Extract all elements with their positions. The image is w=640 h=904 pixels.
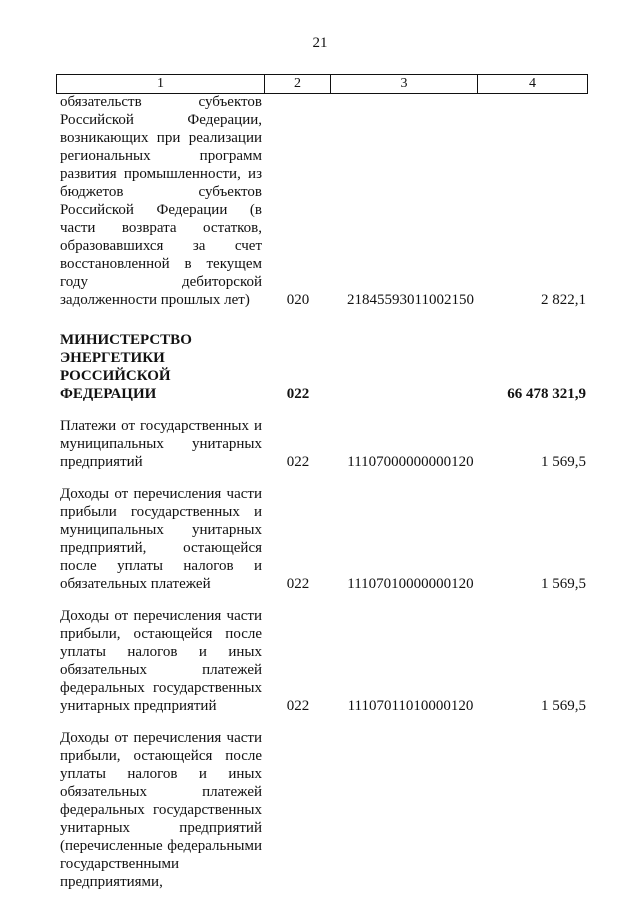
row-kbk: 11107000000000120 [347, 454, 474, 470]
row-kbk: 11107010000000120 [347, 576, 474, 592]
row-sum: 2 822,1 [541, 292, 586, 308]
table-row [60, 485, 586, 593]
row-name: Доходы от перечисления части прибыли, остающейся после уплаты налогов и иных обязательных платежей федеральных государственных унитарных предприятий (перечисленные федеральными государственными предприятиями, [60, 730, 262, 890]
row-code: 022 [286, 576, 310, 592]
row-kbk: 11107011010000120 [347, 698, 474, 714]
page-number: 21 [312, 35, 328, 51]
row-sum: 1 569,5 [541, 576, 586, 592]
row-code: 022 [286, 454, 310, 470]
row-name: Доходы от перечисления части прибыли, остающейся после уплаты налогов и иных обязательных платежей федеральных государственных унитарных предприятий [60, 608, 262, 714]
header-col-2: 2 [265, 75, 331, 93]
header-col-1: 1 [57, 75, 265, 93]
row-name: МИНИСТЕРСТВО ЭНЕРГЕТИКИ РОССИЙСКОЙ ФЕДЕРАЦИИ [60, 332, 192, 402]
row-sum: 1 569,5 [541, 454, 586, 470]
header-col-4: 4 [529, 76, 536, 91]
row-code: 020 [286, 292, 310, 308]
header-col-3: 3 [331, 75, 478, 93]
table-body [60, 93, 586, 891]
table-row [60, 729, 586, 891]
row-name: Платежи от государственных и муниципальных унитарных предприятий [60, 418, 262, 470]
row-kbk: 21845593011002150 [347, 292, 474, 308]
table-row-ministry [60, 331, 586, 403]
row-name: Доходы от перечисления части прибыли государственных и муниципальных унитарных предприятий, остающейся после уплаты налогов и обязательных платежей [60, 486, 262, 592]
table-row [60, 417, 586, 471]
table-row [60, 93, 586, 309]
row-code: 022 [286, 698, 310, 714]
row-name: обязательств субъектов Российской Федерации, возникающих при реализации региональных программ развития промышленности, из бюджетов субъектов Российской Федерации (в части возврата остатков, образовавшихся за счет восстановленной в текущем году дебиторской задолженности прошлых лет) [60, 94, 262, 308]
table-row [60, 607, 586, 715]
row-code: 022 [286, 386, 310, 402]
table-header [56, 74, 588, 94]
row-sum: 1 569,5 [541, 698, 586, 714]
row-sum: 66 478 321,9 [507, 386, 586, 402]
